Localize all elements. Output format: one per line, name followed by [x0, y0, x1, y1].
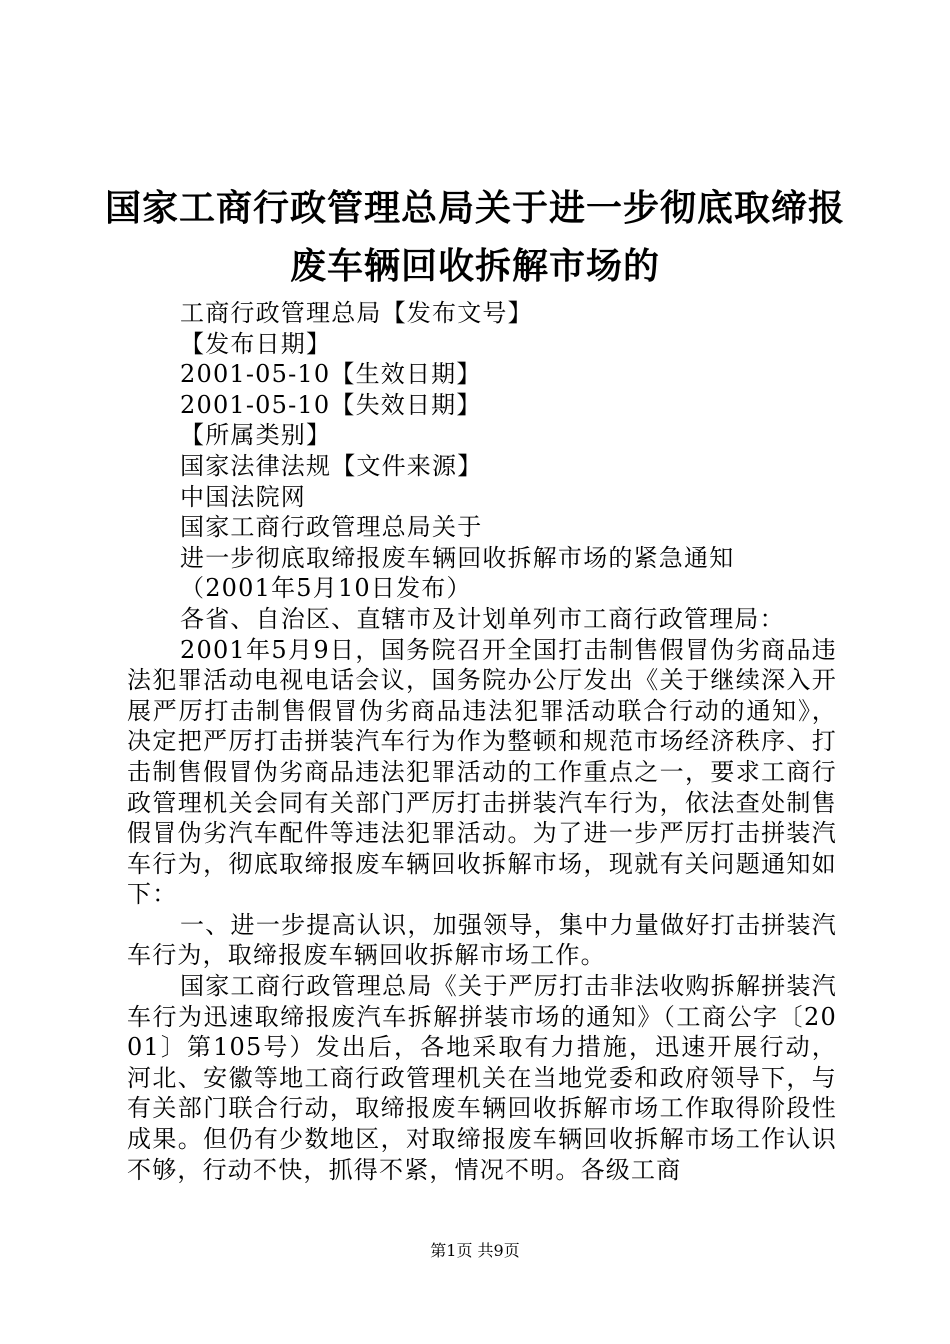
- meta-line: 2001-05-10【生效日期】: [180, 360, 482, 389]
- meta-line: 【所属类别】: [180, 421, 332, 450]
- document-title-line-1: 国家工商行政管理总局关于进一步彻底取缔报: [104, 187, 845, 229]
- meta-line: 中国法院网: [180, 482, 306, 511]
- meta-line: （2001年5月10日发布）: [180, 574, 472, 603]
- body-paragraph: 国家工商行政管理总局《关于严厉打击非法收购拆解拼装汽车行为迅速取缔报废汽车拆解拼装市场的通知》（工商公字〔2001〕第105号）发出后，各地采取有力措施，迅速开展行动，河北、安徽等地工商行政管理机关在当地党委和政府领导下，与有关部门联合行动，取缔报废车辆回收拆解市场工作取得阶段性成果。但仍有少数地区，对取缔报废车辆回收拆解市场工作认识不够，行动不快，抓得不紧，情况不明。各级工商: [127, 972, 837, 1184]
- meta-line: 工商行政管理总局【发布文号】: [180, 299, 533, 327]
- body-paragraph: 2001年5月9日，国务院召开全国打击制售假冒伪劣商品违法犯罪活动电视电话会议，国务院办公厅发出《关于继续深入开展严厉打击制售假冒伪劣商品违法犯罪活动联合行动的通知》，决定把严厉打击拼装汽车行为作为整顿和规范市场经济秩序、打击制售假冒伪劣商品违法犯罪活动的工作重点之一，要求工商行政管理机关会同有关部门严厉打击拼装汽车行为，依法查处制售假冒伪劣汽车配件等违法犯罪活动。为了进一步严厉打击拼装汽车行为，彻底取缔报废车辆回收拆解市场，现就有关问题通知如下：: [127, 635, 837, 909]
- meta-line: 国家法律法规【文件来源】: [180, 451, 483, 480]
- page-footer: 第1页 共9页: [430, 1241, 520, 1260]
- document-title-line-2: 废车辆回收拆解市场的: [289, 245, 660, 287]
- body-paragraph: 一、进一步提高认识，加强领导，集中力量做好打击拼装汽车行为，取缔报废车辆回收拆解市场工作。: [127, 910, 837, 970]
- meta-line: 进一步彻底取缔报废车辆回收拆解市场的紧急通知: [180, 543, 735, 572]
- salutation: 各省、自治区、直辖市及计划单列市工商行政管理局：: [180, 604, 785, 633]
- meta-line: 国家工商行政管理总局关于: [180, 513, 483, 542]
- meta-line: 【发布日期】: [180, 329, 332, 358]
- document-body: [127, 298, 837, 1185]
- meta-line: 2001-05-10【失效日期】: [180, 390, 482, 419]
